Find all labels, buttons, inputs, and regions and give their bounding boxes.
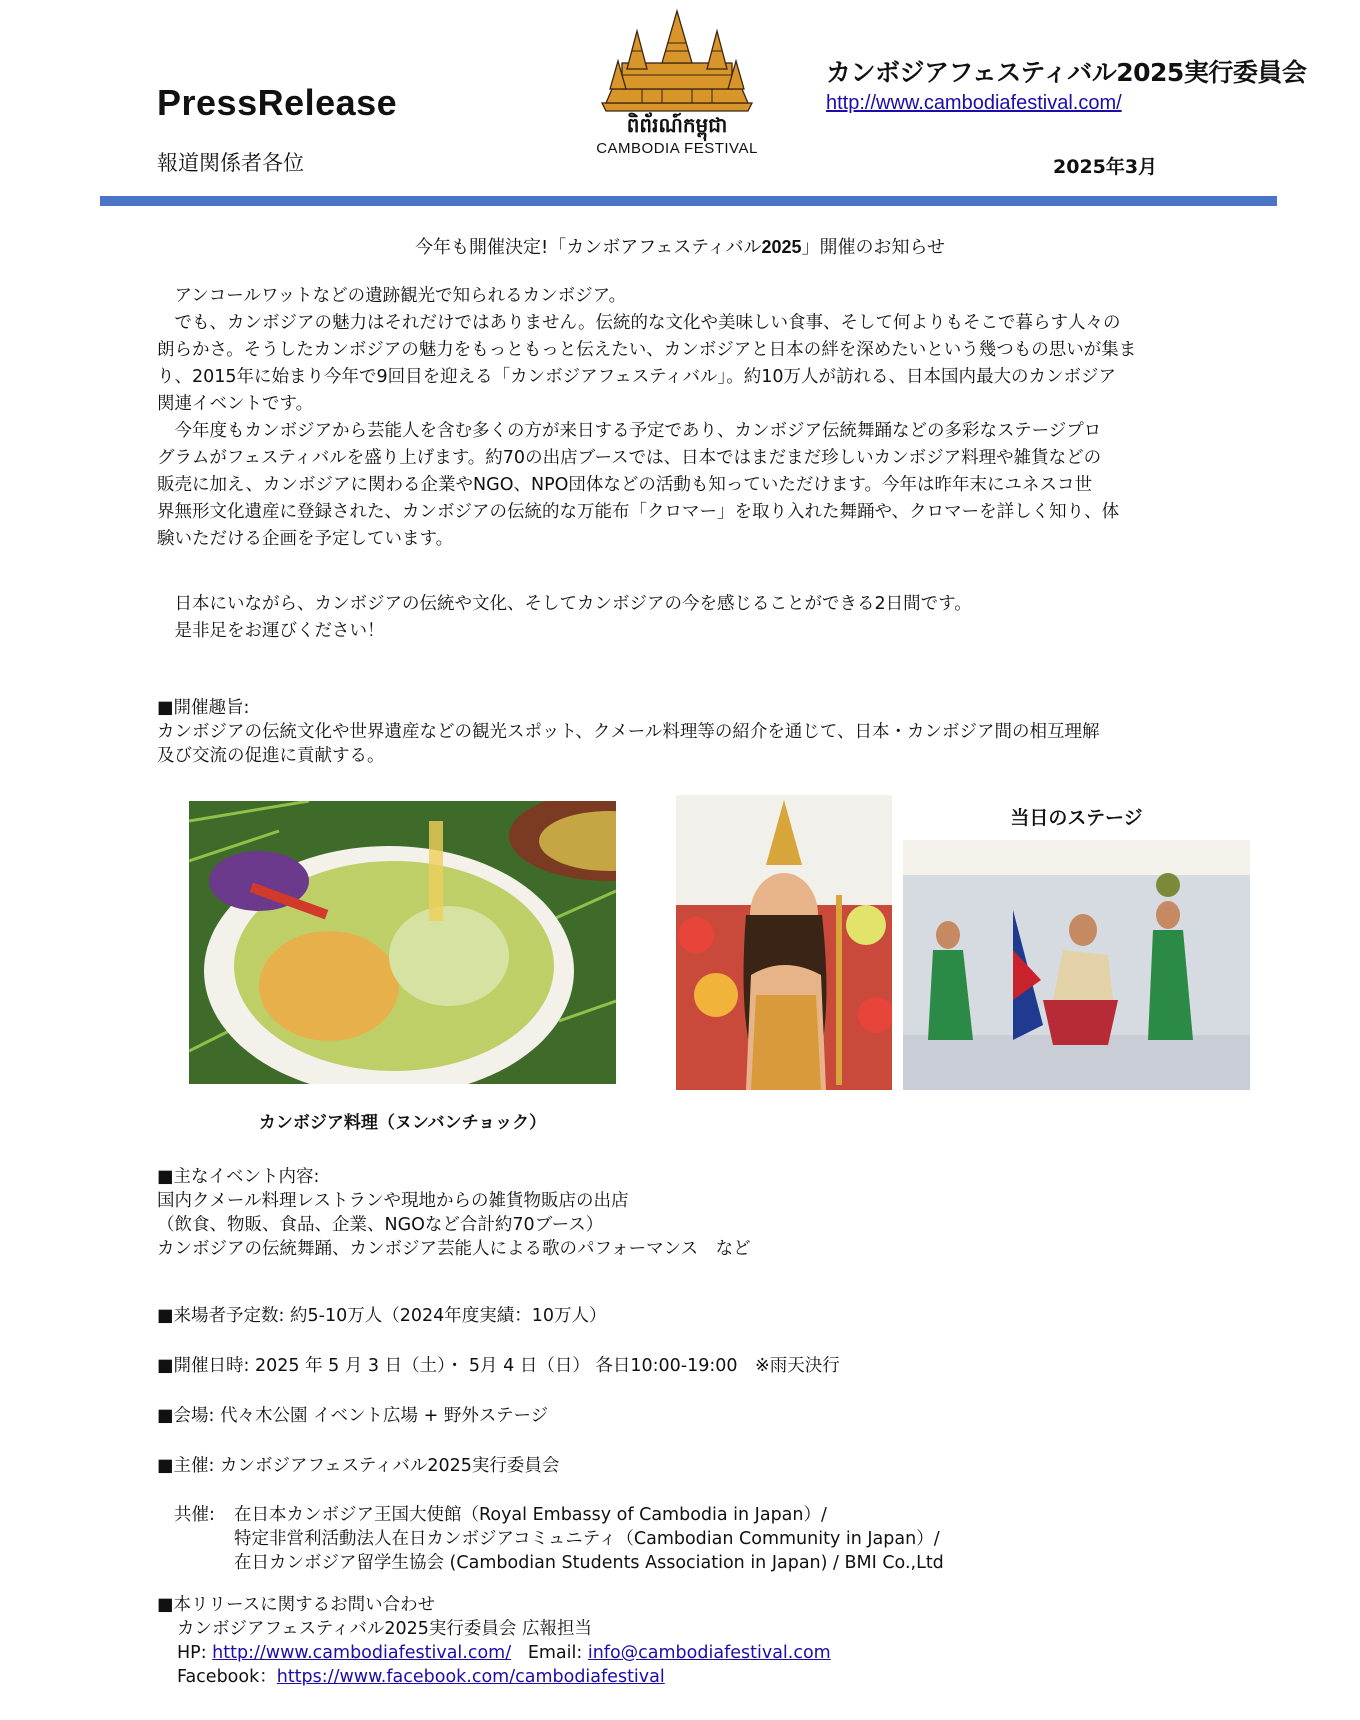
header-divider — [100, 196, 1277, 206]
intro-paragraph — [157, 283, 1207, 553]
header-website-link[interactable]: http://www.cambodiafestival.com/ — [826, 92, 1122, 114]
intro-line: グラムがフェスティバルを盛り上げます。約70の出店ブースでは、日本ではまだまだ珍しいカンボジア料理や雑貨などの — [157, 448, 1102, 468]
events-line: カンボジアの伝統舞踊、カンボジア芸能人による歌のパフォーマンス など — [157, 1239, 751, 1259]
co-host-line: 在日本カンボジア王国大使館（Royal Embassy of Cambodia in Japan）/ — [234, 1505, 827, 1525]
hp-label: HP: — [177, 1643, 213, 1663]
stage-title: 当日のステージ — [1010, 807, 1143, 829]
events-title: ■主なイベント内容: — [157, 1167, 320, 1187]
release-date: 2025年3月 — [1053, 156, 1158, 178]
email-link[interactable]: info@cambodiafestival.com — [587, 1643, 831, 1663]
intro-line: 朗らかさ。そうしたカンボジアの魅力をもっともっと伝えたい、カンボジアと日本の絆を深めたいという幾つもの思いが集ま — [157, 340, 1137, 360]
intro-line: でも、カンボジアの魅力はそれだけではありません。伝統的な文化や美味しい食事、そして何よりもそこで暮らす人々の — [157, 313, 1121, 333]
intro-line: 関連イベントです。 — [157, 394, 314, 414]
dancer-photo — [676, 795, 892, 1090]
purpose-title: ■開催趣旨: — [157, 698, 250, 718]
logo-english-text: CAMBODIA FESTIVAL — [596, 140, 758, 157]
visitors-line: ■来場者予定数: 約5-10万人（2024年度実績：10万人） — [157, 1306, 607, 1326]
contact-section — [157, 1593, 1217, 1689]
contact-facebook-row — [157, 1665, 1217, 1689]
food-photo — [189, 801, 616, 1084]
headline-suffix: 」開催のお知らせ — [801, 237, 946, 258]
closing-paragraph — [157, 591, 1207, 645]
email-label: Email: — [527, 1643, 588, 1663]
co-host-line: 特定非営利活動法人在日カンボジアコミュニティ（Cambodian Community in Japan）/ — [234, 1529, 940, 1549]
purpose-section — [157, 696, 1217, 768]
closing-line: 日本にいながら、カンボジアの伝統や文化、そしてカンボジアの今を感じることができる2日間です。 — [157, 594, 972, 614]
co-host-list — [234, 1503, 1234, 1575]
closing-line: 是非足をお運びください！ — [157, 621, 385, 641]
headline-year: 2025 — [761, 237, 802, 257]
events-line: 国内クメール料理レストランや現地からの雑貨物販店の出店 — [157, 1191, 629, 1211]
food-caption: カンボジア料理（ヌンバンチョック） — [258, 1113, 547, 1133]
hp-link[interactable]: http://www.cambodiafestival.com/ — [212, 1643, 512, 1663]
intro-line: 今年度もカンボジアから芸能人を含む多くの方が来日する予定であり、カンボジア伝統舞踊などの多彩なステージプロ — [157, 421, 1102, 441]
intro-line: 界無形文化遺産に登録された、カンボジアの伝統的な万能布「クロマー」を取り入れた舞踊や、クロマーを詳しく知り、体 — [157, 502, 1120, 522]
stage-photo — [903, 840, 1250, 1090]
headline — [0, 233, 1360, 259]
purpose-line: カンボジアの伝統文化や世界遺産などの観光スポット、クメール料理等の紹介を通じて、日本・カンボジア間の相互理解 — [157, 722, 1100, 742]
contact-org: カンボジアフェスティバル2025実行委員会 広報担当 — [177, 1619, 592, 1639]
recipients-line: 報道関係者各位 — [157, 151, 304, 175]
organizer-line: ■主催: カンボジアフェスティバル2025実行委員会 — [157, 1456, 560, 1476]
press-release-title: PressRelease — [157, 82, 398, 123]
events-section — [157, 1165, 1217, 1261]
intro-line: アンコールワットなどの遺跡観光で知られるカンボジア。 — [157, 286, 627, 306]
events-line: （飲食、物販、食品、企業、NGOなど合計約70ブース） — [157, 1215, 604, 1235]
headline-prefix: 今年も開催決定!「カンボアフェスティバル — [414, 237, 762, 258]
facebook-link[interactable]: https://www.facebook.com/cambodiafestival — [276, 1667, 665, 1687]
purpose-line: 及び交流の促進に貢献する。 — [157, 746, 385, 766]
contact-title: ■本リリースに関するお問い合わせ — [157, 1595, 436, 1615]
co-host-label: 共催: — [174, 1505, 215, 1525]
intro-line: り、2015年に始まり今年で9回目を迎える「カンボジアフェスティバル」。約10万人が訪れる、日本国内最大のカンボジア — [157, 367, 1117, 387]
committee-name: カンボジアフェスティバル2025実行委員会 — [826, 58, 1307, 87]
co-host-line: 在日カンボジア留学生協会 (Cambodian Students Association in Japan) / BMI Co.,Ltd — [234, 1553, 944, 1573]
facebook-label: Facebook： — [177, 1667, 277, 1687]
intro-line: 販売に加え、カンボジアに関わる企業やNGO、NPO団体などの活動も知っていただけます。今年は昨年末にユネスコ世 — [157, 475, 1092, 495]
intro-line: 験いただける企画を予定しています。 — [157, 529, 454, 549]
contact-hp-row — [157, 1641, 1217, 1665]
logo-khmer-text: ពិព័រណ៍កម្ពុជា — [626, 113, 728, 137]
venue-line: ■会場: 代々木公園 イベント広場 + 野外ステージ — [157, 1406, 549, 1426]
dates-line: ■開催日時: 2025 年 5 月 3 日（土）・ 5月 4 日（日） 各日10:00-19:00 ※雨天決行 — [157, 1356, 840, 1376]
